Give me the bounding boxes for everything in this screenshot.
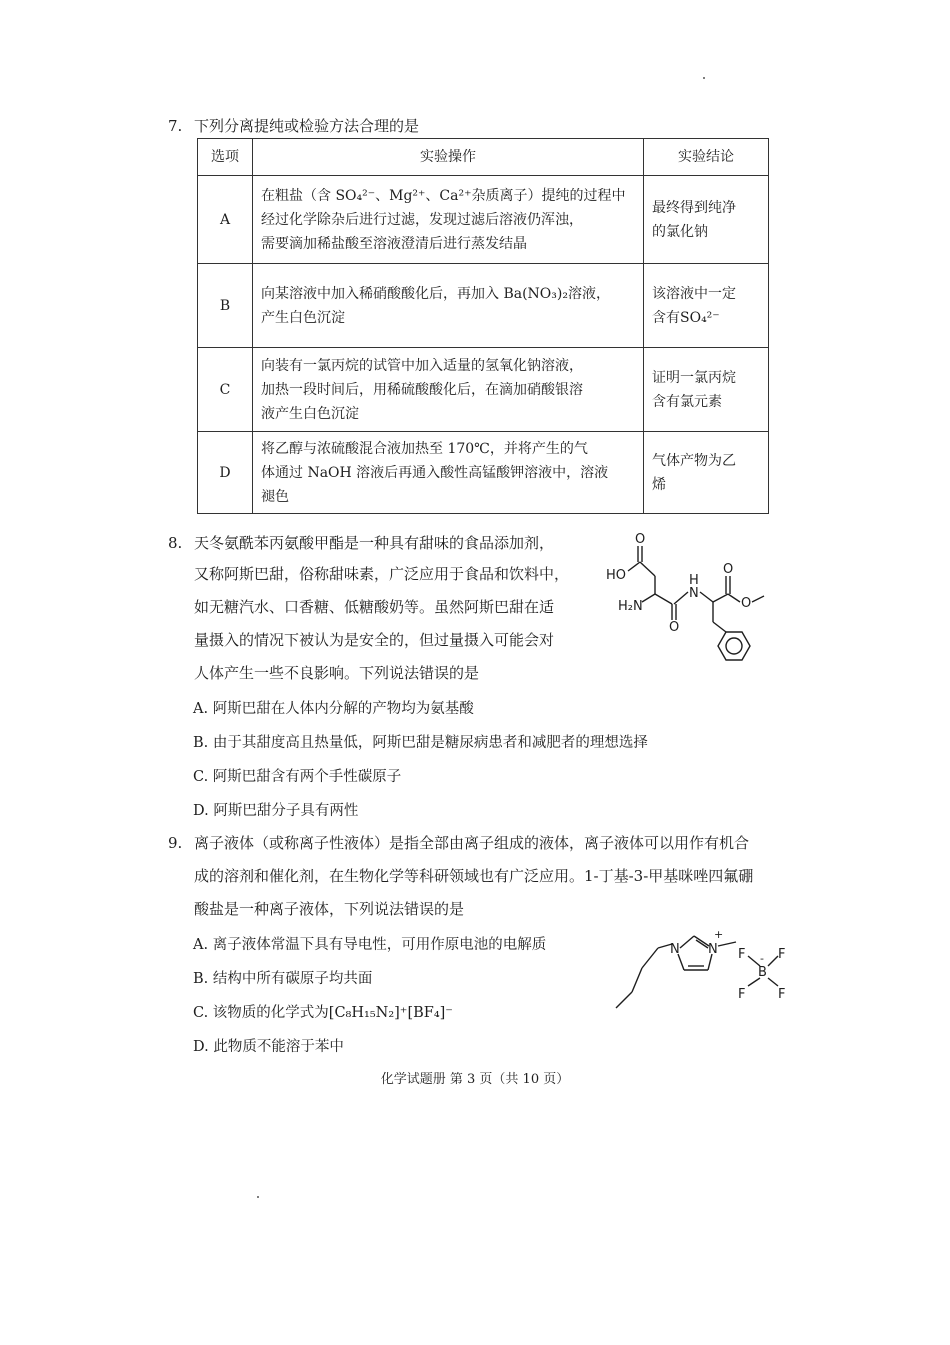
- q9-choice-a: A. 离子液体常温下具有导电性，可用作原电池的电解质: [193, 937, 547, 953]
- aspartame-structure: [600, 530, 780, 670]
- label-plus: +: [714, 928, 724, 941]
- q8-choice-a: A. 阿斯巴甜在人体内分解的产物均为氨基酸: [193, 701, 474, 717]
- q9-choice-d: D. 此物质不能溶于苯中: [193, 1039, 344, 1055]
- row-option: C: [198, 348, 253, 432]
- header-operation: 实验操作: [253, 139, 644, 176]
- conclusion-line: 最终得到纯净: [652, 199, 736, 216]
- q8-choice-b: B. 由于其甜度高且热量低，阿斯巴甜是糖尿病患者和减肥者的理想选择: [193, 735, 648, 751]
- conclusion-line: 含有SO₄²⁻: [652, 309, 720, 326]
- q8-number: 8.: [168, 534, 183, 552]
- q9-number: 9.: [168, 834, 183, 852]
- table-row: [198, 432, 769, 514]
- table-header-row: [198, 139, 769, 176]
- label-o-top: O: [635, 532, 646, 547]
- q9-choice-c: C. 该物质的化学式为[C₈H₁₅N₂]⁺[BF₄]⁻: [193, 1005, 453, 1021]
- conclusion-line: 含有氯元素: [652, 393, 722, 410]
- row-operation: [253, 176, 644, 264]
- label-n: N: [689, 586, 699, 601]
- row-option: A: [198, 176, 253, 264]
- conclusion-line: 证明一氯丙烷: [652, 369, 736, 386]
- q9-choice-b: B. 结构中所有碳原子均共面: [193, 971, 373, 987]
- header-conclusion: 实验结论: [644, 139, 769, 176]
- q7-table: [197, 138, 769, 514]
- q8-stem-line: 如无糖汽水、口香糖、低糖酸奶等。虽然阿斯巴甜在适: [194, 598, 555, 616]
- row-operation: [253, 264, 644, 348]
- operation-line: 在粗盐（含 SO₄²⁻、Mg²⁺、Ca²⁺杂质离子）提纯的过程中: [261, 187, 626, 204]
- q9-stem-text: 离子液体（或称离子性液体）是指全部由离子组成的液体，离子液体可以用作有机合: [194, 834, 750, 852]
- label-ho: HO: [606, 568, 627, 583]
- row-operation: [253, 432, 644, 514]
- speck: [257, 1196, 259, 1198]
- q8-stem-line: [168, 532, 554, 553]
- label-o-amide: O: [669, 620, 680, 635]
- label-b: B: [758, 965, 767, 980]
- label-n1: N: [670, 942, 680, 957]
- q9-stem-line: 成的溶剂和催化剂，在生物化学等科研领域也有广泛应用。1-丁基-3-甲基咪唑四氟硼: [194, 867, 754, 885]
- q7-stem-text: 下列分离提纯或检验方法合理的是: [194, 117, 420, 135]
- label-h2n: H₂N: [618, 599, 643, 614]
- label-h: H: [689, 573, 699, 588]
- operation-line: 向某溶液中加入稀硝酸酸化后，再加入 Ba(NO₃)₂溶液，: [261, 285, 610, 302]
- operation-line: 将乙醇与浓硫酸混合液加热至 170℃，并将产生的气: [261, 440, 588, 457]
- row-conclusion: [644, 432, 769, 514]
- q8-stem-text: 天冬氨酰苯丙氨酸甲酯是一种具有甜味的食品添加剂，: [194, 534, 555, 552]
- row-conclusion: [644, 264, 769, 348]
- row-option: B: [198, 264, 253, 348]
- header-option: 选项: [198, 139, 253, 176]
- table-row: [198, 348, 769, 432]
- row-operation: [253, 348, 644, 432]
- table-row: [198, 264, 769, 348]
- label-f3: F: [738, 987, 746, 1002]
- operation-line: 褪色: [261, 488, 289, 505]
- conclusion-line: 该溶液中一定: [652, 285, 736, 302]
- conclusion-line: 烯: [652, 476, 666, 493]
- label-f2: F: [778, 947, 786, 962]
- q7-stem: [168, 115, 419, 136]
- q8-stem-line: 又称阿斯巴甜，俗称甜味素，广泛应用于食品和饮料中，: [194, 565, 570, 583]
- label-o-ester: O: [741, 596, 752, 611]
- operation-line: 产生白色沉淀: [261, 309, 345, 326]
- q9-stem-line: [168, 832, 749, 853]
- operation-line: 向装有一氯丙烷的试管中加入适量的氢氧化钠溶液，: [261, 357, 583, 374]
- operation-line: 需要滴加稀盐酸至溶液澄清后进行蒸发结晶: [261, 235, 527, 252]
- operation-line: 加热一段时间后，用稀硫酸酸化后，在滴加硝酸银溶: [261, 381, 583, 398]
- operation-line: 液产生白色沉淀: [261, 405, 359, 422]
- q8-choice-c: C. 阿斯巴甜含有两个手性碳原子: [193, 769, 402, 785]
- label-o-ester-top: O: [723, 562, 734, 577]
- speck: [703, 77, 705, 79]
- conclusion-line: 气体产物为乙: [652, 452, 736, 469]
- conclusion-line: 的氯化钠: [652, 223, 708, 240]
- q8-stem-line: 量摄入的情况下被认为是安全的，但过量摄入可能会对: [194, 631, 555, 649]
- row-conclusion: [644, 176, 769, 264]
- q8-stem-line: 人体产生一些不良影响。下列说法错误的是: [194, 664, 480, 682]
- label-n3: N: [708, 942, 718, 957]
- operation-line: 体通过 NaOH 溶液后再通入酸性高锰酸钾溶液中，溶液: [261, 464, 609, 481]
- label-f1: F: [738, 947, 746, 962]
- row-option: D: [198, 432, 253, 514]
- table-row: [198, 176, 769, 264]
- label-minus: -: [760, 952, 764, 965]
- q7-number: 7.: [168, 117, 183, 135]
- label-f4: F: [778, 987, 786, 1002]
- q9-stem-line: 酸盐是一种离子液体，下列说法错误的是: [194, 900, 465, 918]
- ionic-liquid-structure: [612, 922, 802, 1012]
- q8-choice-d: D. 阿斯巴甜分子具有两性: [193, 803, 359, 819]
- page-footer: 化学试题册 第 3 页（共 10 页）: [380, 1072, 570, 1087]
- operation-line: 经过化学除杂后进行过滤，发现过滤后溶液仍浑浊，: [261, 211, 583, 228]
- row-conclusion: [644, 348, 769, 432]
